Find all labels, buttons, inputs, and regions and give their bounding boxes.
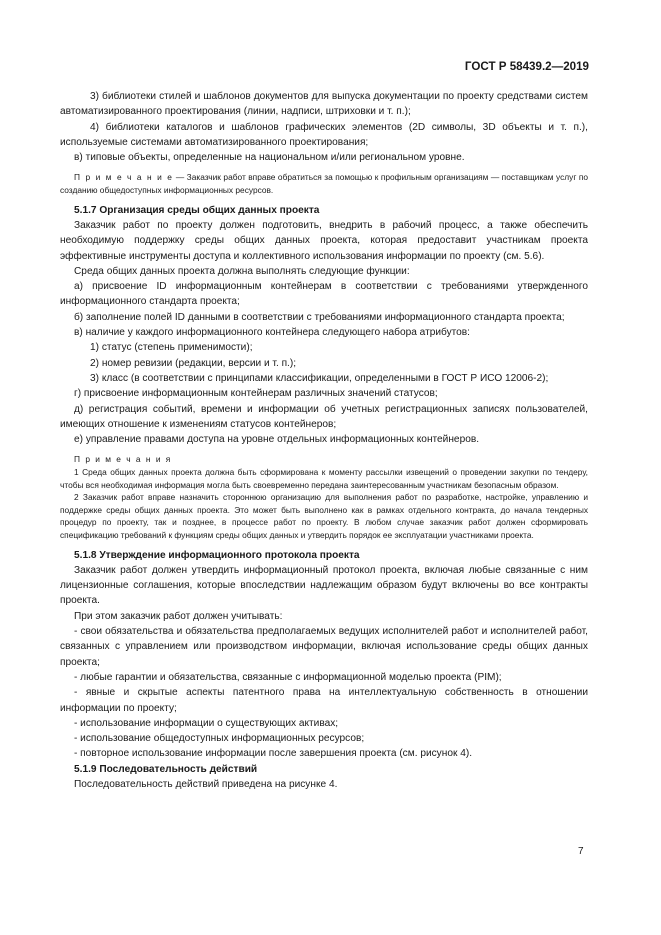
paragraph: Заказчик работ должен утвердить информационный протокол проекта, включая любые связанные с ним лицензионные соглашения, которые впоследствии надлежащим образом будут включены во все контракты проекта.: [60, 564, 588, 607]
list-item: в) наличие у каждого информационного контейнера следующего набора атрибутов:: [74, 327, 470, 339]
list-item: - свои обязательства и обязательства предполагаемых ведущих исполнителей работ и исполнителей работ, связанных с управлением или производством информации, включая использование среды общих данных проекта;: [60, 626, 588, 668]
list-item: б) заполнение полей ID данными в соответствии с требованиями информационного стандарта проекта;: [74, 311, 565, 323]
list-item: г) присвоение информационным контейнерам различных значений статусов;: [74, 388, 438, 400]
paragraph: Среда общих данных проекта должна выполнять следующие функции:: [74, 265, 410, 277]
list-item: 3) библиотеки стилей и шаблонов документов для выпуска документации по проекту средствами систем автоматизированного проектирования (линии, надписи, штриховки и т. п.);: [60, 91, 588, 118]
list-item: - любые гарантии и обязательства, связанные с информационной моделью проекта (PIM);: [74, 671, 502, 683]
paragraph: Последовательность действий приведена на рисунке 4.: [74, 779, 338, 791]
list-item: а) присвоение ID информационным контейнерам в соответствии с требованиями утвержденного информационного стандарта проекта;: [60, 281, 588, 308]
document-code: ГОСТ Р 58439.2—2019: [464, 60, 589, 73]
document-body: [60, 89, 588, 792]
list-item: - использование общедоступных информационных ресурсов;: [74, 733, 365, 745]
note: [60, 171, 588, 196]
section-heading-5-1-9: 5.1.9 Последовательность действий: [74, 763, 258, 775]
list-item: - повторное использование информации после завершения проекта (см. рисунок 4).: [74, 748, 473, 760]
list-item: е) управление правами доступа на уровне отдельных информационных контейнеров.: [74, 434, 480, 446]
note-title: П р и м е ч а н и е: [74, 172, 174, 183]
page-number: 7: [578, 846, 584, 857]
note-item: 1 Среда общих данных проекта должна быть сформирована к моменту рассылки извещений о проведении закупки по тендеру, чтобы вся необходимая информация могла быть своевременно передана заинтересованным участникам безопасным образом.: [60, 467, 588, 490]
list-item: 2) номер ревизии (редакции, версии и т. п.);: [90, 357, 297, 369]
list-item: в) типовые объекты, определенные на национальном и/или региональном уровне.: [74, 152, 465, 164]
list-item: - явные и скрытые аспекты патентного права на интеллектуальную собственность в отношении информации по проекту;: [60, 687, 588, 714]
section-heading-5-1-8: 5.1.8 Утверждение информационного протокола проекта: [74, 549, 360, 561]
list-item: 1) статус (степень применимости);: [90, 342, 253, 354]
list-item: 3) класс (в соответствии с принципами классификации, определенными в ГОСТ Р ИСО 12006-2);: [90, 372, 549, 384]
list-item: д) регистрация событий, времени и информации об учетных регистрационных записях пользователей, имеющих отношение к изменениям статусов контейнеров;: [60, 403, 588, 430]
paragraph: Заказчик работ по проекту должен подготовить, внедрить в рабочий процесс, а также обеспечить необходимую поддержку среды общих данных проекта, которая предоставит участникам проекта эффективные инструменты доступа и коллективного использования информации по проекту (см. 5.6).: [60, 219, 588, 262]
notes: [60, 453, 588, 541]
section-heading-5-1-7: 5.1.7 Организация среды общих данных проекта: [74, 204, 320, 216]
note-item: 2 Заказчик работ вправе назначить стороннюю организацию для выполнения работ по разработке, настройке, управлению и поддержке среды общих данных проекта. Это может быть выполнено как в рамках отдельного контракта, до начала тендерных процедур по проекту, так и позднее, в процессе работ по проекту. В любом случае заказчик работ должен сформировать спецификацию требований к функциям среды общих данных и утвердить порядок ее эксплуатации участниками проекта.: [60, 492, 588, 540]
note-text: — Заказчик работ вправе обратиться за помощью к профильным организациям — поставщикам услуг по созданию общедоступных информационных ресурсов.: [60, 172, 588, 196]
list-item: 4) библиотеки каталогов и шаблонов графических элементов (2D символы, 3D объекты и т. п.), используемые системами автоматизированного проектирования;: [60, 121, 588, 148]
list-item: - использование информации о существующих активах;: [74, 717, 339, 729]
paragraph: При этом заказчик работ должен учитывать:: [74, 610, 283, 622]
notes-title: П р и м е ч а н и я: [74, 454, 172, 465]
